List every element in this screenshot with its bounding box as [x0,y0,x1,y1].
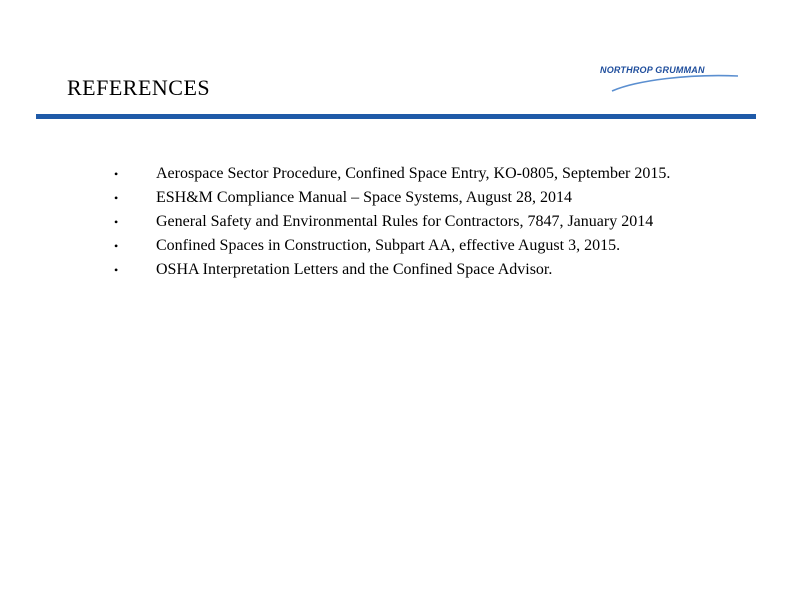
bullet-icon: • [114,191,119,205]
list-item [114,210,674,234]
reference-text: OSHA Interpretation Letters and the Confined Space Advisor. [156,261,553,278]
northrop-grumman-logo [598,60,742,96]
bullet-icon: • [114,167,119,181]
reference-text: Confined Spaces in Construction, Subpart AA, effective August 3, 2015. [156,237,621,254]
list-item [114,258,674,282]
reference-text: ESH&M Compliance Manual – Space Systems, August 28, 2014 [156,189,572,206]
reference-text: General Safety and Environmental Rules for Contractors, 7847, January 2014 [156,213,654,230]
slide-title: REFERENCES [67,75,211,100]
bullet-icon: • [114,239,119,253]
bullet-icon: • [114,263,119,277]
reference-list [114,162,674,282]
reference-text: Aerospace Sector Procedure, Confined Space Entry, KO-0805, September 2015. [156,165,671,182]
list-item [114,186,674,210]
list-item [114,162,674,186]
title-divider [36,114,756,119]
bullet-icon: • [114,215,119,229]
logo-wordmark: NORTHROP GRUMMAN [600,65,705,75]
list-item [114,234,674,258]
